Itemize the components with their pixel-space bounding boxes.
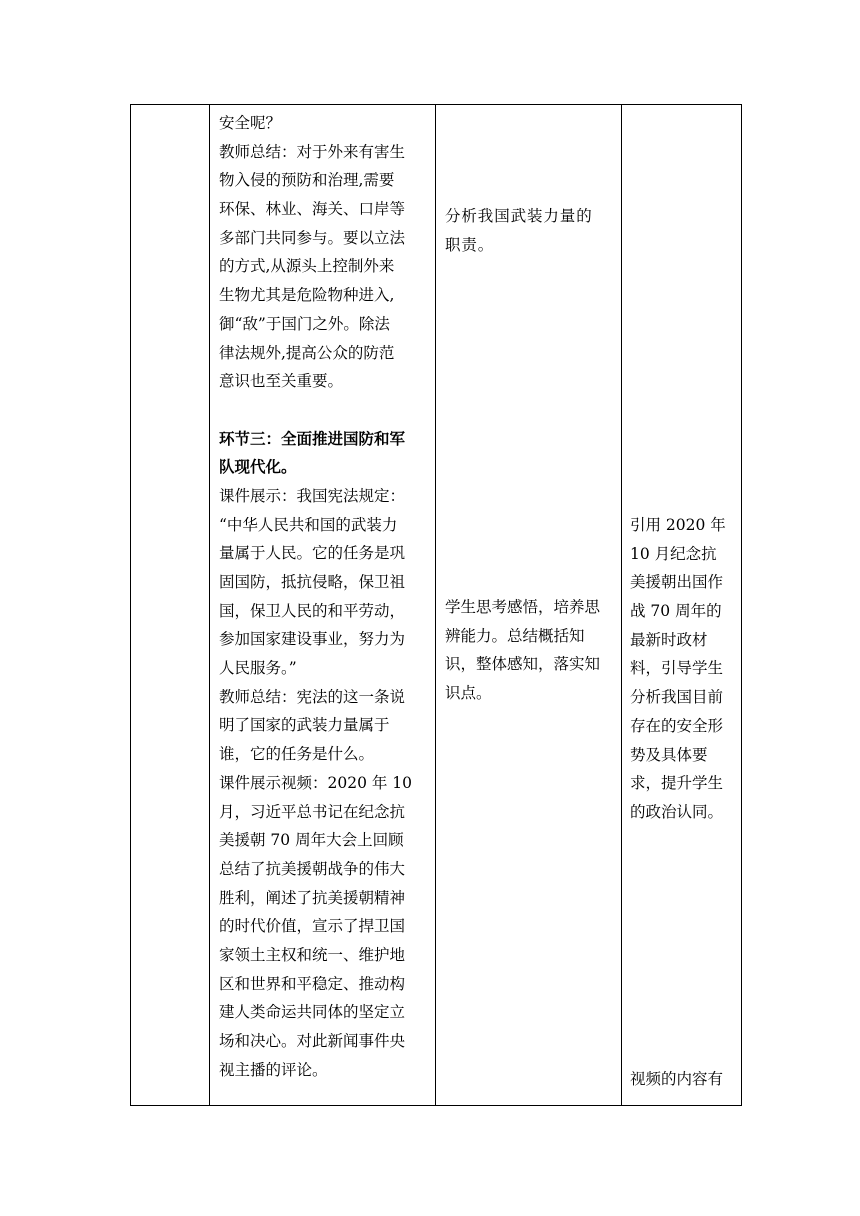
text-line: 总结了抗美援朝战争的伟大 (219, 859, 406, 878)
text-line: 美援朝出国作 (630, 573, 724, 592)
text-line: 场和决心。对此新闻事件央 (219, 1032, 406, 1050)
column-divider (435, 105, 436, 1105)
text-line: 生物尤其是危险物种进入, (219, 286, 395, 305)
student-activity-text (445, 202, 617, 259)
text-line: 的方式,从源头上控制外来 (219, 257, 395, 276)
text-line: 视频的内容有 (630, 1070, 724, 1088)
text-line: 辨能力。总结概括知 (445, 626, 585, 645)
text-line: 人民服务。” (219, 659, 297, 678)
text-line: 分析我国武装力量的 (445, 207, 593, 225)
text-line: 区和世界和平稳定、推动构 (219, 974, 406, 993)
section-heading (219, 425, 431, 482)
text-line: 队现代化。 (219, 457, 297, 477)
text-line: 多部门共同参与。要以立法 (219, 228, 406, 247)
text-line: 谁，它的任务是什么。 (219, 745, 375, 764)
text-line: 固国防，抵抗侵略，保卫祖 (219, 573, 406, 591)
text-line: 参加国家建设事业，努力为 (219, 630, 406, 649)
text-line: 识点。 (445, 684, 492, 703)
text-line: 御“敌”于国门之外。除法 (219, 314, 390, 333)
text-line: 明了国家的武装力量属于 (219, 716, 390, 735)
text-line: “中华人民共和国的武装力 (219, 515, 398, 534)
text-line: 料，引导学生 (630, 659, 724, 678)
design-intent-cell-2 (630, 1065, 738, 1094)
text-line: 的政治认同。 (630, 802, 724, 821)
text-line: 职责。 (445, 235, 495, 254)
text-line: 安全呢？ (219, 114, 282, 132)
text-line: 美援朝 70 周年大会上回顾 (219, 831, 404, 850)
text-line: 分析我国目前 (630, 688, 724, 707)
text-line: 律法规外,提高公众的防范 (219, 343, 395, 362)
text-line: 家领土主权和统一、维护地 (219, 945, 406, 964)
student-activity-cell-2 (445, 593, 617, 708)
text-line: 最新时政材 (630, 630, 708, 649)
text-line: 环保、林业、海关、口岸等 (219, 200, 406, 219)
column-divider (209, 105, 210, 1105)
text-line: 势及具体要 (630, 745, 708, 764)
text-line: 建人类命运共同体的坚定立 (219, 1003, 406, 1022)
text-line: 物入侵的预防和治理,需要 (219, 171, 395, 190)
text-line: 战 70 周年的 (630, 602, 722, 621)
text-line: 视主播的评论。 (219, 1060, 328, 1079)
text-line: 识，整体感知，落实知 (445, 655, 601, 674)
text-line: 教师总结：对于外来有害生 (219, 142, 406, 161)
text-line: 学生思考感悟，培养思 (445, 598, 601, 616)
student-activity-cell-1 (445, 202, 617, 259)
lesson-plan-table (130, 104, 742, 1106)
column-divider (621, 105, 622, 1105)
design-intent-text (630, 1065, 738, 1094)
text-line: 国，保卫人民的和平劳动， (219, 601, 406, 620)
text-line: 课件展示：我国宪法规定： (219, 486, 406, 505)
teacher-activity-cell (219, 109, 431, 1084)
design-intent-text (630, 511, 738, 827)
text-line: 引用 2020 年 (630, 516, 726, 534)
text-line: 胜利，阐述了抗美援朝精神 (219, 888, 406, 907)
text-line: 环节三：全面推进国防和军 (219, 428, 406, 448)
text-line: 量属于人民。它的任务是巩 (219, 544, 406, 563)
text-line: 10 月纪念抗 (630, 544, 717, 563)
text-line: 课件展示视频：2020 年 10 (219, 773, 413, 792)
text-line: 的时代价值，宣示了捍卫国 (219, 917, 406, 936)
text-line: 存在的安全形 (630, 716, 724, 735)
text-line: 意识也至关重要。 (219, 372, 344, 391)
text-line: 教师总结：宪法的这一条说 (219, 687, 406, 706)
text-line: 月，习近平总书记在纪念抗 (219, 802, 406, 821)
courseware-block (219, 482, 431, 1084)
design-intent-cell-1 (630, 511, 738, 827)
text-line: 求，提升学生 (630, 774, 724, 793)
student-activity-text (445, 593, 617, 708)
teacher-summary-block (219, 109, 431, 396)
